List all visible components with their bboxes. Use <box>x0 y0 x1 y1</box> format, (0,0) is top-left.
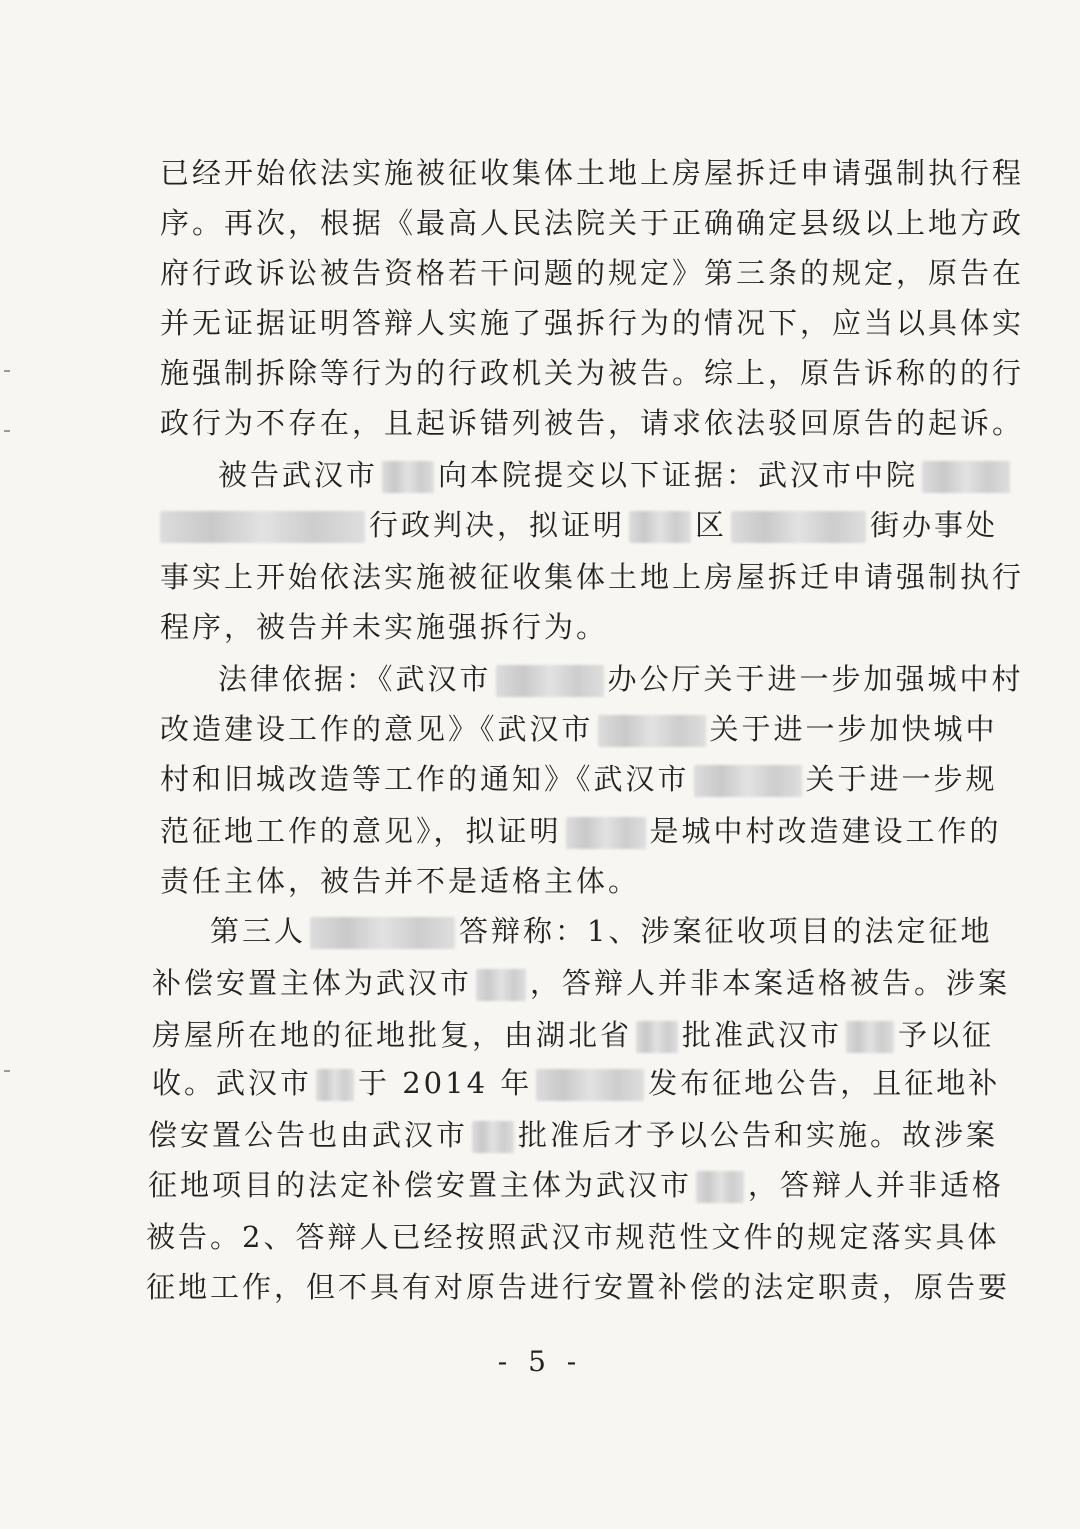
text-line: 被告。2、答辩人已经按照武汉市规范性文件的规定落实具体 <box>146 1220 1000 1254</box>
text-line: 偿安置公告也由武汉市 批准后才予以公告和实施。故涉案 <box>148 1118 999 1152</box>
text-line: 府行政诉讼被告资格若干问题的规定》第三条的规定，原告在 <box>160 256 1025 290</box>
text-line: 村和旧城改造等工作的通知》《武汉市 关于进一步规 <box>160 762 998 796</box>
text-line: 事实上开始依法实施被征收集体土地上房屋拆迁申请强制执行 <box>160 560 1025 594</box>
redacted-block <box>731 511 866 543</box>
text-line: 法律依据：《武汉市 办公厅关于进一步加强城中村 <box>218 662 1024 696</box>
redacted-block <box>922 461 1010 493</box>
text-line: 责任主体，被告并不是适格主体。 <box>160 864 641 898</box>
text-line: 行政判决，拟证明 区 街办事处 <box>160 500 970 550</box>
redacted-block <box>696 1171 744 1203</box>
redacted-block <box>382 461 434 493</box>
text-line: 范征地工作的意见》，拟证明 是城中村改造建设工作的 <box>160 814 1002 848</box>
text-line: 征地工作，但不具有对原告进行安置补偿的法定职责，原告要 <box>146 1270 1011 1304</box>
text-line: 收。武汉市 于 2014 年 发布征地公告，且征地补 <box>152 1066 1001 1100</box>
margin-mark <box>4 430 10 432</box>
text-line: 征地项目的法定补偿安置主体为武汉市 ，答辩人并非适格 <box>148 1168 1005 1202</box>
margin-mark <box>4 370 10 372</box>
text-line: 程序，被告并未实施强拆行为。 <box>160 610 609 644</box>
redacted-block <box>310 917 455 949</box>
redacted-block <box>476 969 526 1001</box>
redacted-block <box>636 1021 678 1053</box>
redacted-block <box>629 511 691 543</box>
page-number: - 5 - <box>497 1345 583 1378</box>
redacted-block <box>846 1021 894 1053</box>
margin-mark <box>4 1070 10 1072</box>
redacted-block <box>566 817 646 849</box>
redacted-block <box>316 1069 354 1101</box>
redacted-block <box>496 665 604 697</box>
text-line: 第三人 答辩称：1、涉案征收项目的法定征地 <box>210 914 993 948</box>
text-line: 政行为不存在，且起诉错列被告，请求依法驳回原告的起诉。 <box>160 406 1025 440</box>
text-line: 改造建设工作的意见》《武汉市 关于进一步加快城中 <box>160 712 998 746</box>
text-line: 房屋所在地的征地批复，由湖北省 批准武汉市 予以征 <box>152 1018 995 1052</box>
text-line: 被告武汉市 向本院提交以下证据：武汉市中院 <box>160 450 1028 500</box>
text-line: 施强制拆除等行为的行政机关为被告。综上，原告诉称的的行 <box>160 356 1025 390</box>
redacted-block <box>694 765 802 797</box>
redacted-block <box>536 1069 644 1101</box>
redacted-block <box>160 511 365 543</box>
text-line: 并无证据证明答辩人实施了强拆行为的情况下，应当以具体实 <box>160 306 1025 340</box>
text-line: 已经开始依法实施被征收集体土地上房屋拆迁申请强制执行程 <box>160 156 1025 190</box>
redacted-block <box>598 715 706 747</box>
text-line: 序。再次，根据《最高人民法院关于正确确定县级以上地方政 <box>160 206 1025 240</box>
redacted-block <box>472 1121 514 1153</box>
text-line: 补偿安置主体为武汉市 ，答辩人并非本案适格被告。涉案 <box>152 966 1011 1000</box>
